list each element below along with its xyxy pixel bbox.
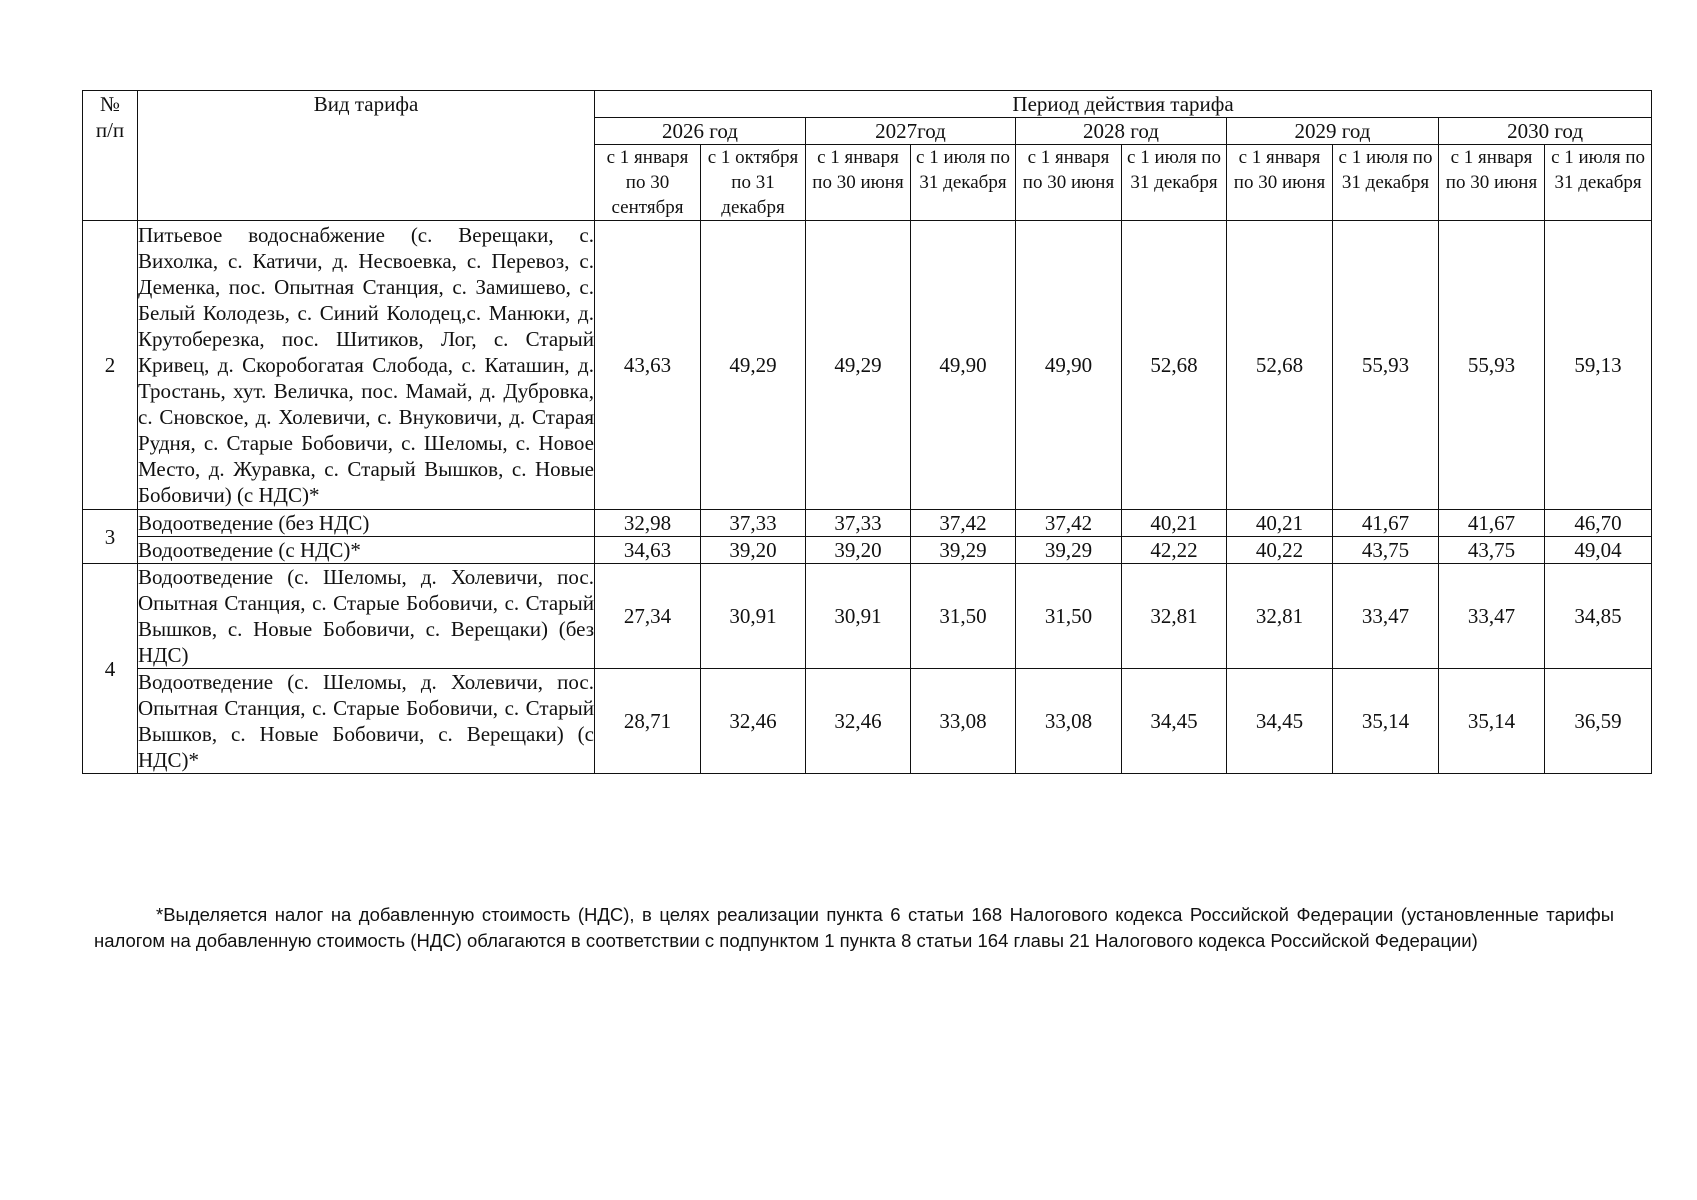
number-header-line2: п/п	[95, 118, 125, 142]
number-header-line1: №	[99, 92, 121, 116]
tariff-value: 31,50	[1016, 564, 1122, 669]
tariff-value: 34,45	[1122, 669, 1227, 774]
tariff-value: 34,85	[1545, 564, 1652, 669]
footnote: *Выделяется налог на добавленную стоимость (НДС), в целях реализации пункта 6 статьи 168 Налогового кодекса Российской Федерации (установленные тарифы налогом на добавленную стоимость (НДС) облагаются в соответствии с подпунктом 1 пункта 8 статьи 164 главы 21 Налогового кодекса Российской Федерации)	[94, 904, 1614, 951]
tariff-table	[82, 90, 1652, 774]
tariff-value: 32,81	[1122, 564, 1227, 669]
tariff-value: 49,90	[1016, 221, 1122, 510]
tariff-value: 35,14	[1333, 669, 1439, 774]
subperiod-header: с 1 июля по 31 декабря	[1545, 145, 1652, 221]
row-number: 4	[83, 564, 138, 774]
tariff-value: 33,47	[1333, 564, 1439, 669]
tariff-value: 49,29	[701, 221, 806, 510]
subperiod-header: с 1 июля по 31 декабря	[1122, 145, 1227, 221]
tariff-description: Водоотведение (с. Шеломы, д. Холевичи, пос. Опытная Станция, с. Старые Бобовичи, с. Старый Вышков, с. Новые Бобовичи, с. Верещаки) (без НДС)	[138, 565, 594, 667]
tariff-value: 33,47	[1439, 564, 1545, 669]
table-row	[83, 510, 1652, 537]
tariff-value: 27,34	[595, 564, 701, 669]
tariff-value: 49,29	[806, 221, 911, 510]
table-row	[83, 564, 1652, 669]
subperiod-header: с 1 января по 30 июня	[806, 145, 911, 221]
tariff-value: 33,08	[911, 669, 1016, 774]
tariff-value: 32,46	[806, 669, 911, 774]
tariff-value: 43,75	[1333, 537, 1439, 564]
tariff-value: 43,75	[1439, 537, 1545, 564]
tariff-value: 39,20	[806, 537, 911, 564]
year-header: 2026 год	[595, 118, 806, 145]
tariff-description: Питьевое водоснабжение (с. Верещаки, с. Вихолка, с. Катичи, д. Несвоевка, с. Перевоз, с. Деменка, пос. Опытная Станция, с. Замишево, с. Белый Колодезь, с. Синий Колодец,с. Манюки, д. Крутоберезка, пос. Шитиков, Лог, с. Старый Кривец, д. Скоробогатая Слобода, с. Каташин, д. Тростань, хут. Величка, пос. Мамай, д. Дубровка, с. Сновское, д. Холевичи, с. Внуковичи, д. Старая Рудня, с. Старые Бобовичи, с. Шеломы, с. Новое Место, д. Журавка, с. Старый Вышков, с. Новые Бобовичи) (с НДС)*	[138, 221, 595, 510]
row-number: 2	[83, 221, 138, 510]
tariff-value: 46,70	[1545, 510, 1652, 537]
tariff-description: Водоотведение (без НДС)	[138, 510, 595, 537]
table-row	[83, 221, 1652, 510]
tariff-value: 55,93	[1439, 221, 1545, 510]
tariff-value: 41,67	[1439, 510, 1545, 537]
year-header: 2027год	[806, 118, 1016, 145]
tariff-description: Водоотведение (с НДС)*	[138, 537, 595, 564]
tariff-value: 59,13	[1545, 221, 1652, 510]
table-row	[83, 537, 1652, 564]
tariff-value: 40,21	[1227, 510, 1333, 537]
tariff-value: 42,22	[1122, 537, 1227, 564]
tariff-value: 28,71	[595, 669, 701, 774]
tariff-value: 40,21	[1122, 510, 1227, 537]
tariff-value: 32,81	[1227, 564, 1333, 669]
tariff-value: 52,68	[1227, 221, 1333, 510]
subperiod-header: с 1 января по 30 июня	[1439, 145, 1545, 221]
tariff-value: 35,14	[1439, 669, 1545, 774]
tariff-value: 55,93	[1333, 221, 1439, 510]
row-number: 3	[83, 510, 138, 564]
tariff-value: 40,22	[1227, 537, 1333, 564]
tariff-value: 34,63	[595, 537, 701, 564]
subperiod-header: с 1 января по 30 июня	[1227, 145, 1333, 221]
tariff-value: 43,63	[595, 221, 701, 510]
tariff-value: 39,20	[701, 537, 806, 564]
subperiod-header: с 1 января по 30 сентября	[595, 145, 701, 221]
tariff-value: 37,42	[911, 510, 1016, 537]
subperiod-header: с 1 октября по 31 декабря	[701, 145, 806, 221]
tariff-value: 37,33	[701, 510, 806, 537]
year-header: 2028 год	[1016, 118, 1227, 145]
subperiod-header: с 1 января по 30 июня	[1016, 145, 1122, 221]
table-body	[83, 221, 1652, 774]
tariff-value: 37,33	[806, 510, 911, 537]
tariff-value: 30,91	[701, 564, 806, 669]
subperiod-header: с 1 июля по 31 декабря	[1333, 145, 1439, 221]
tariff-value: 31,50	[911, 564, 1016, 669]
tariff-type-header: Вид тарифа	[138, 91, 595, 221]
header-row-period	[83, 91, 1652, 118]
year-header: 2029 год	[1227, 118, 1439, 145]
tariff-value: 49,04	[1545, 537, 1652, 564]
tariff-value: 37,42	[1016, 510, 1122, 537]
tariff-description: Водоотведение (с. Шеломы, д. Холевичи, пос. Опытная Станция, с. Старые Бобовичи, с. Старый Вышков, с. Новые Бобовичи, с. Верещаки) (с НДС)*	[138, 670, 594, 772]
tariff-value: 52,68	[1122, 221, 1227, 510]
tariff-value: 39,29	[911, 537, 1016, 564]
tariff-value: 34,45	[1227, 669, 1333, 774]
subperiod-header: с 1 июля по 31 декабря	[911, 145, 1016, 221]
year-header: 2030 год	[1439, 118, 1652, 145]
tariff-value: 49,90	[911, 221, 1016, 510]
tariff-value: 30,91	[806, 564, 911, 669]
tariff-period-header: Период действия тарифа	[595, 91, 1652, 118]
table-row	[83, 669, 1652, 774]
number-column-header	[83, 91, 138, 221]
tariff-value: 39,29	[1016, 537, 1122, 564]
tariff-value: 36,59	[1545, 669, 1652, 774]
tariff-value: 41,67	[1333, 510, 1439, 537]
tariff-value: 33,08	[1016, 669, 1122, 774]
tariff-value: 32,46	[701, 669, 806, 774]
tariff-value: 32,98	[595, 510, 701, 537]
